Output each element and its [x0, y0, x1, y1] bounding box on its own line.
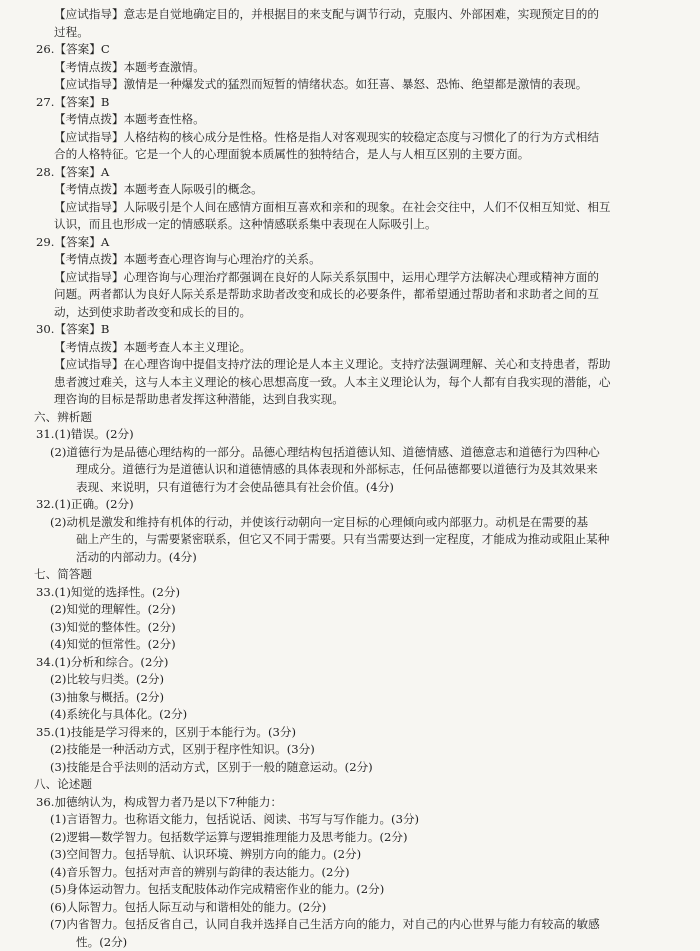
text-line: (3)抽象与概括。(2分)	[36, 689, 682, 707]
text-line: (2)技能是一种活动方式，区别于程序性知识。(3分)	[36, 741, 682, 759]
text-line: 【应试指导】人格结构的核心成分是性格。性格是指人对客观现实的较稳定态度与习惯化了的行为方式相结	[36, 129, 682, 147]
text-line: 认识，而且也形成一定的情感联系。这种情感联系集中表现在人际吸引上。	[36, 216, 682, 234]
text-line: (3)知觉的整体性。(2分)	[36, 619, 682, 637]
text-line: (4)知觉的恒常性。(2分)	[36, 636, 682, 654]
text-line: 问题。两者都认为良好人际关系是帮助求助者改变和成长的必要条件，都希望通过帮助者和求助者之间的互	[36, 286, 682, 304]
text-line: 活动的内部动力。(4分)	[36, 549, 682, 567]
text-line: 【应试指导】激情是一种爆发式的猛烈而短暂的情绪状态。如狂喜、暴怒、恐怖、绝望都是激情的表现。	[36, 76, 682, 94]
text-line: (2)比较与归类。(2分)	[36, 671, 682, 689]
text-line: 【考情点拨】本题考查激情。	[36, 59, 682, 77]
text-line: (4)系统化与具体化。(2分)	[36, 706, 682, 724]
text-line: 35.(1)技能是学习得来的，区别于本能行为。(3分)	[36, 724, 682, 742]
text-line: (2)道德行为是品德心理结构的一部分。品德心理结构包括道德认知、道德情感、道德意志和道德行为四种心	[36, 444, 682, 462]
text-line: (4)音乐智力。包括对声音的辨别与韵律的表达能力。(2分)	[36, 864, 682, 882]
section-heading: 八、论述题	[34, 776, 682, 794]
text-line: 【考情点拨】本题考查性格。	[36, 111, 682, 129]
text-line: (1)言语智力。也称语文能力，包括说话、阅读、书写与写作能力。(3分)	[36, 811, 682, 829]
text-line: (2)逻辑—数学智力。包括数学运算与逻辑推理能力及思考能力。(2分)	[36, 829, 682, 847]
section-heading: 六、辨析题	[34, 409, 682, 427]
text-line: 【应试指导】人际吸引是个人间在感情方面相互喜欢和亲和的现象。在社会交往中，人们不仅相互知觉、相互	[36, 199, 682, 217]
text-line: 【应试指导】意志是自觉地确定目的，并根据目的来支配与调节行动，克服内、外部困难，实现预定目的的	[36, 6, 682, 24]
text-line: 性。(2分)	[36, 934, 682, 951]
text-line: (6)人际智力。包括人际互动与和谐相处的能力。(2分)	[36, 899, 682, 917]
text-line: 患者渡过难关，这与人本主义理论的核心思想高度一致。人本主义理论认为，每个人都有自我实现的潜能，心	[36, 374, 682, 392]
text-line: (2)知觉的理解性。(2分)	[36, 601, 682, 619]
text-line: 32.(1)正确。(2分)	[36, 496, 682, 514]
text-line: 26.【答案】C	[36, 41, 682, 59]
text-line: (3)空间智力。包括导航、认识环境、辨别方向的能力。(2分)	[36, 846, 682, 864]
text-line: 表现、来说明，只有道德行为才会使品德具有社会价值。(4分)	[36, 479, 682, 497]
text-line: (3)技能是合乎法则的活动方式，区别于一般的随意运动。(2分)	[36, 759, 682, 777]
text-line: 过程。	[36, 24, 682, 42]
text-line: 【应试指导】心理咨询与心理治疗都强调在良好的人际关系氛围中，运用心理学方法解决心理或精神方面的	[36, 269, 682, 287]
text-line: 34.(1)分析和综合。(2分)	[36, 654, 682, 672]
text-line: 29.【答案】A	[36, 234, 682, 252]
text-line: (7)内省智力。包括反省自己，认同自我并选择自己生活方向的能力，对自己的内心世界与能力有较高的敏感	[36, 916, 682, 934]
text-line: 31.(1)错误。(2分)	[36, 426, 682, 444]
text-line: 33.(1)知觉的选择性。(2分)	[36, 584, 682, 602]
text-line: 合的人格特征。它是一个人的心理面貌本质属性的独特结合，是人与人相互区别的主要方面。	[36, 146, 682, 164]
text-line: 36.加德纳认为，构成智力者乃是以下7种能力：	[36, 794, 682, 812]
text-line: 理成分。道德行为是道德认识和道德情感的具体表现和外部标志，任何品德都要以道德行为及其效果来	[36, 461, 682, 479]
text-line: 础上产生的，与需要紧密联系，但它又不同于需要。只有当需要达到一定程度，才能成为推动或阻止某种	[36, 531, 682, 549]
text-line: 【考情点拨】本题考查心理咨询与心理治疗的关系。	[36, 251, 682, 269]
text-line: 理咨询的目标是帮助患者发挥这种潜能，达到自我实现。	[36, 391, 682, 409]
text-line: (2)动机是激发和维持有机体的行动，并使该行动朝向一定目标的心理倾向或内部驱力。动机是在需要的基	[36, 514, 682, 532]
text-line: 27.【答案】B	[36, 94, 682, 112]
text-line: 动，达到使求助者改变和成长的目的。	[36, 304, 682, 322]
section-heading: 七、简答题	[34, 566, 682, 584]
text-line: 【考情点拨】本题考查人本主义理论。	[36, 339, 682, 357]
text-line: 【考情点拨】本题考查人际吸引的概念。	[36, 181, 682, 199]
text-line: 30.【答案】B	[36, 321, 682, 339]
text-line: 28.【答案】A	[36, 164, 682, 182]
text-line: (5)身体运动智力。包括支配肢体动作完成精密作业的能力。(2分)	[36, 881, 682, 899]
text-line: 【应试指导】在心理咨询中提倡支持疗法的理论是人本主义理论。支持疗法强调理解、关心和支持患者，帮助	[36, 356, 682, 374]
